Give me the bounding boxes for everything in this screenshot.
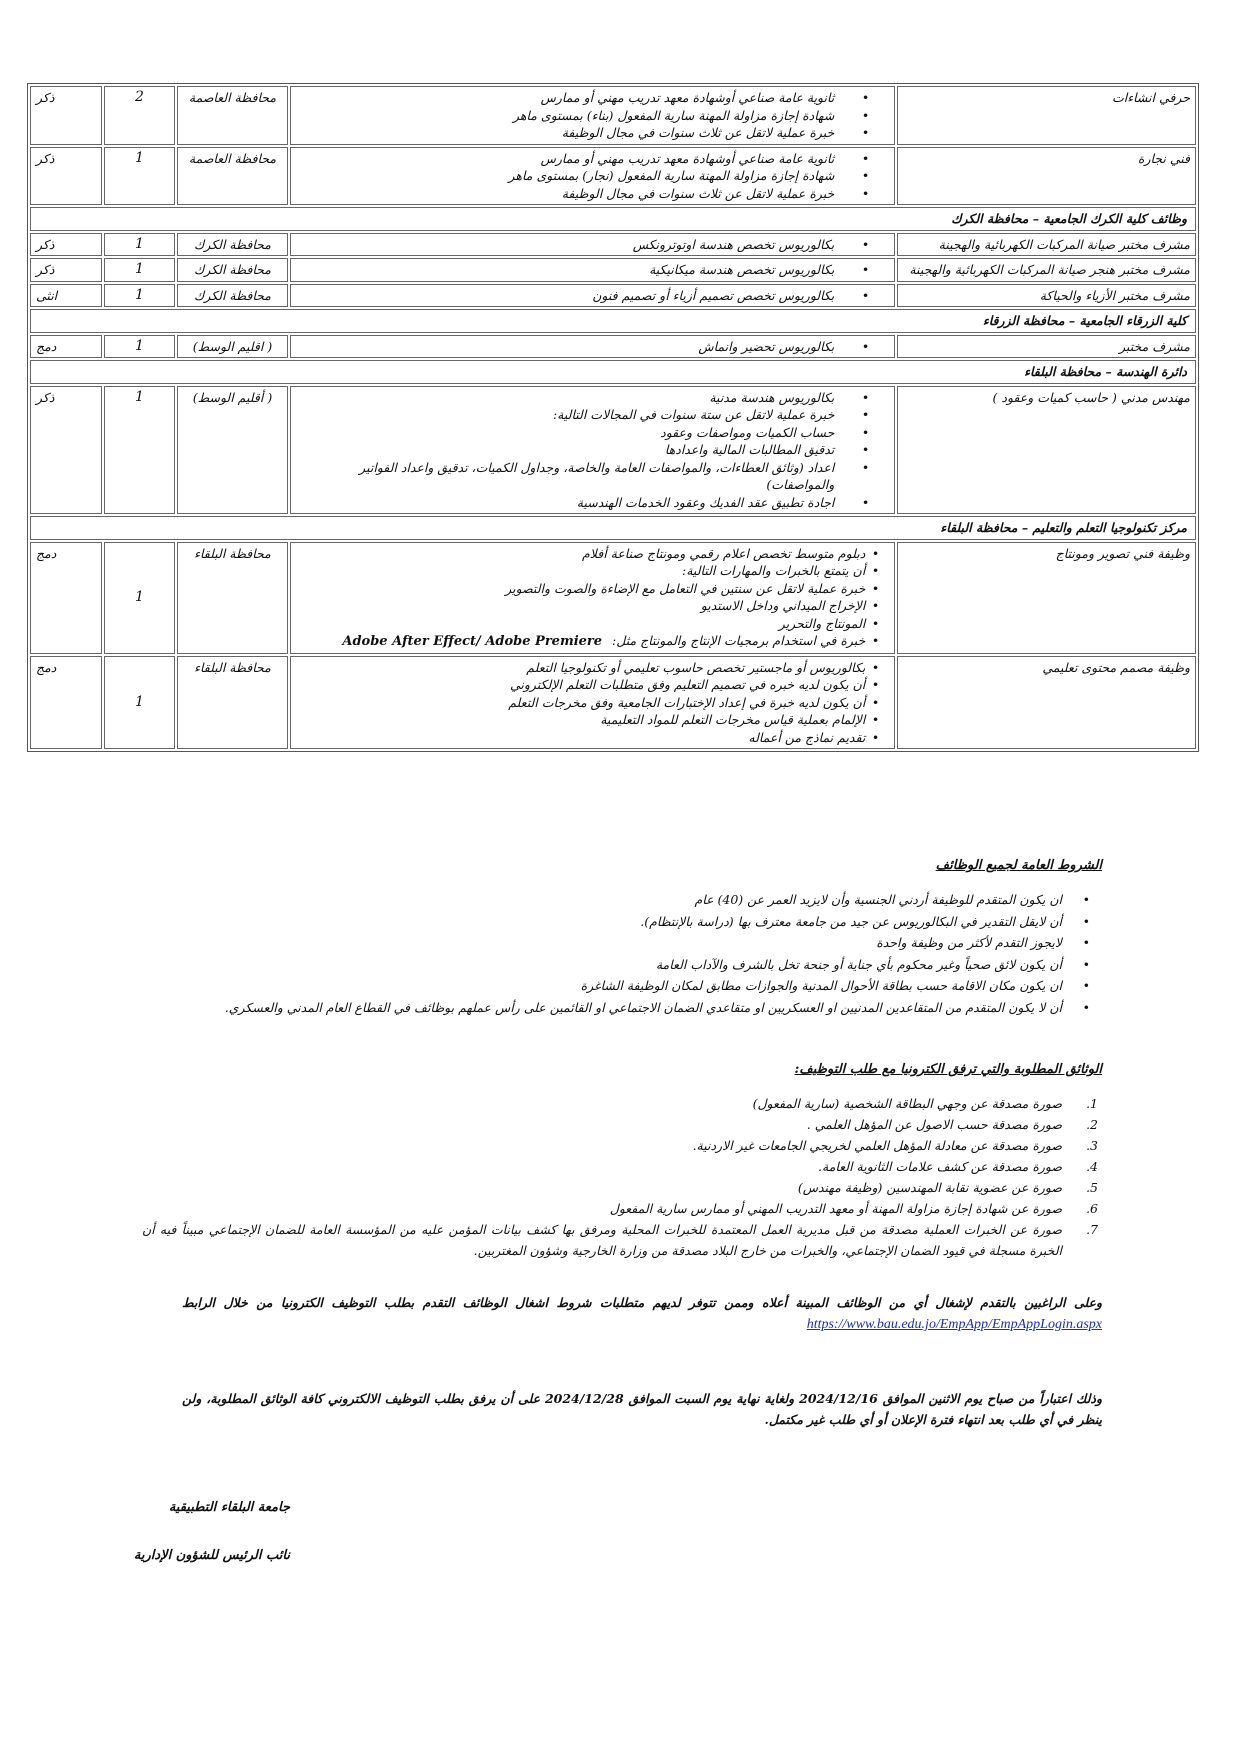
requirement-item: [296, 236, 835, 254]
requirement-item: [296, 338, 835, 356]
job-title: وظيفة فني تصوير ومونتاج: [897, 542, 1196, 654]
requirement-text: دبلوم متوسط تخصص اعلام رقمي ومونتاج صناعة أفلام: [582, 545, 866, 561]
requirement-text: اعداد (وثائق العطاءات، والمواصفات العامة والخاصة، وجداول الكميات، تدقيق واعداد الفواتير والمواصفات): [359, 459, 835, 492]
job-row: [30, 233, 1196, 257]
requirement-text: بكالوريوس هندسة مدنية: [709, 389, 835, 405]
document-item: [142, 1114, 1098, 1135]
signature-role: نائب الرئيس للشؤون الإدارية: [133, 1548, 290, 1563]
document-number: 4.: [1086, 1159, 1098, 1174]
section-row: [30, 516, 1196, 540]
requirement-text: بكالوريوس تحضير وانماش: [698, 338, 835, 354]
section-row: [30, 207, 1196, 231]
requirement-text: ثانوية عامة صناعي أوشهادة معهد تدريب مهني أو ممارس: [540, 90, 835, 105]
requirement-item: [296, 659, 866, 677]
document-number: 7.: [1086, 1222, 1098, 1237]
job-title: مشرف مختبر الأزياء والحياكة: [897, 284, 1196, 308]
requirement-item: [296, 694, 866, 712]
document-item: [142, 1135, 1098, 1156]
requirement-item: [296, 287, 835, 305]
requirement-text: بكالوريوس تخصص هندسة ميكانيكية: [649, 262, 835, 277]
general-conditions-heading: الشروط العامة لجميع الوظائف: [935, 858, 1102, 873]
requirement-text: ثانوية عامة صناعي أوشهادة معهد تدريب مهني أو ممارس: [540, 150, 835, 166]
job-gender: ذكر: [30, 386, 102, 515]
requirement-item: [296, 167, 835, 185]
requirement-text: شهادة إجازة مزاولة المهنة سارية المفعول (نجار) بمستوى ماهر: [508, 168, 835, 183]
requirement-text: خبرة عملية لاتقل عن ثلاث سنوات في مجال الوظيفة: [561, 125, 835, 140]
requirement-item: [296, 676, 866, 694]
job-requirements: [290, 86, 896, 145]
document-number: 3.: [1086, 1138, 1098, 1153]
job-row: [30, 258, 1196, 282]
requirement-item: [296, 562, 866, 580]
job-requirements: [290, 386, 896, 515]
job-gender: ذكر: [30, 258, 102, 282]
requirement-item: [296, 545, 866, 563]
job-gender: دمج: [30, 656, 102, 750]
job-title: مهندس مدني ( حاسب كميات وعقود ): [897, 386, 1196, 515]
job-gender: ذكر: [30, 147, 102, 206]
job-count: 2: [104, 86, 176, 145]
job-row: [30, 86, 1196, 145]
document-item: [142, 1093, 1098, 1114]
job-gender: دمج: [30, 542, 102, 654]
job-location: ( اقليم الوسط): [177, 335, 287, 359]
document-text: صورة عن عضوية نقابة المهندسين (وظيفة مهندس): [797, 1180, 1062, 1195]
job-row: [30, 542, 1196, 654]
condition-item: • ان يكون مكان الاقامة حسب بطاقة الأحوال المدنية والجوازات مطابق لمكان الوظيفة الشاغرة: [122, 975, 1062, 997]
requirement-item: [296, 185, 835, 203]
document-text: صورة مصدقة حسب الاصول عن المؤهل العلمي .: [806, 1117, 1062, 1132]
job-requirements: [290, 284, 896, 308]
job-title: وظيفة مصمم محتوى تعليمي: [897, 656, 1196, 750]
requirement-item: [296, 615, 866, 633]
requirement-text: بكالوريوس تخصص هندسة اوتوترونكس: [632, 236, 835, 252]
requirement-text: الإخراج الميداني وداخل الاستديو: [700, 598, 866, 613]
section-row: [30, 360, 1196, 384]
document-number: 2.: [1086, 1117, 1098, 1132]
job-gender: انثى: [30, 284, 102, 308]
requirement-item: [296, 424, 835, 442]
requirement-item: [296, 124, 835, 142]
job-location: محافظة العاصمة: [177, 86, 287, 145]
job-count: 1: [104, 386, 176, 515]
requirement-item: [296, 494, 835, 512]
jobs-table: [27, 83, 1199, 752]
requirement-item: [296, 597, 866, 615]
job-row: [30, 147, 1196, 206]
job-requirements: [290, 258, 896, 282]
requirement-item: [296, 580, 866, 598]
job-requirements: [290, 656, 896, 750]
requirement-item: [296, 261, 835, 279]
requirement-text: المونتاج والتحرير: [778, 615, 866, 631]
requirement-text: بكالوريوس تخصص تصميم أزياء أو تصميم فنون: [592, 287, 835, 303]
general-conditions-list: [122, 889, 1102, 1018]
requirement-text: أن يكون لديه خبره في تصميم التعليم وفق متطلبات التعلم الإلكتروني: [509, 677, 866, 692]
job-count: 1: [104, 656, 176, 750]
job-requirements: [290, 335, 896, 359]
section-title: كلية الزرقاء الجامعية – محافظة الزرقاء: [30, 309, 1196, 333]
requirement-text: خبرة عملية لاتقل عن سنتين في التعامل مع الإضاءة والصوت والتصوير: [505, 580, 866, 596]
section-title: مركز تكنولوجيا التعلم والتعليم – محافظة البلقاء: [30, 516, 1196, 540]
section-row: [30, 309, 1196, 333]
job-gender: دمج: [30, 335, 102, 359]
job-location: محافظة البلقاء: [177, 656, 287, 750]
document-text: صورة عن الخبرات العملية مصدقة من قبل مديرية العمل المعتمدة للخبرات المحلية ومرفق بها كشف بيانات المؤمن عليه من المؤسسة العامة للضمان الإجتماعي مبيناً فيه أن الخبرة مسجلة في قيود الضمان الإجتماعي، والخبرات من خارج البلاد مصدقة من وزارة الخارجية وشؤون المغتربين.: [142, 1222, 1062, 1258]
requirement-item: [296, 711, 866, 729]
software-names: Adobe After Effect/ Adobe Premiere: [342, 634, 603, 649]
required-documents: [142, 1062, 1102, 1261]
condition-item: • لايجوز التقدم لأكثر من وظيفة واحدة: [122, 932, 1062, 954]
document-item: [142, 1198, 1098, 1219]
apply-link[interactable]: https://www.bau.edu.jo/EmpApp/EmpAppLogin.aspx: [806, 1317, 1102, 1332]
section-title: دائرة الهندسة – محافظة البلقاء: [30, 360, 1196, 384]
requirement-item: [296, 406, 835, 424]
document-item: [142, 1177, 1098, 1198]
condition-item: • أن يكون لائق صحياً وغير محكوم بأي جناية أو جنحة تخل بالشرف والآداب العامة: [122, 954, 1062, 976]
requirement-text: شهادة إجازة مزاولة المهنة سارية المفعول (بناء) بمستوى ماهر: [512, 107, 835, 123]
requirement-text: تقديم نماذج من أعماله: [748, 729, 866, 745]
requirement-item: [296, 632, 866, 651]
requirement-item: [296, 459, 835, 494]
job-title: فني نجارة: [897, 147, 1196, 206]
job-location: محافظة البلقاء: [177, 542, 287, 654]
condition-item: • أن لا يكون المتقدم من المتقاعدين المدنيين او العسكريين او متقاعدي الضمان الاجتماعي او القائمين على رأس عملهم بوظائف في القطاع العام المدني والعسكري.: [122, 997, 1062, 1019]
requirement-text: تدقيق المطالبات المالية واعدادها: [664, 442, 835, 457]
requirement-text: أن يتمتع بالخبرات والمهارات التالية:: [682, 563, 866, 578]
document-text: صورة مصدقة عن وجهي البطاقة الشخصية (سارية المفعول): [752, 1096, 1062, 1111]
requirement-text: خبرة عملية لاتقل عن ستة سنوات في المجالات التالية:: [552, 407, 835, 422]
job-title: حرفي انشاءات: [897, 86, 1196, 145]
job-gender: ذكر: [30, 86, 102, 145]
job-location: ( أقليم الوسط): [177, 386, 287, 515]
apply-text: وعلى الراغبين بالتقدم لإشغال أي من الوظائف المبينة أعلاه وممن تتوفر لديهم متطلبات شروط اشغال الوظائف التقدم بطلب التوظيف الكترونيا من خلال الرابط: [182, 1295, 1102, 1310]
job-count: 1: [104, 233, 176, 257]
job-row: [30, 656, 1196, 750]
document-text: صورة مصدقة عن كشف علامات الثانوية العامة.: [818, 1159, 1062, 1174]
requirement-text: اجادة تطبيق عقد الفديك وعقود الخدمات الهندسية: [576, 494, 835, 510]
job-location: محافظة الكرك: [177, 233, 287, 257]
requirement-text: خبرة عملية لاتقل عن ثلاث سنوات في مجال الوظيفة: [561, 185, 835, 201]
job-count: 1: [104, 542, 176, 654]
requirement-item: [296, 729, 866, 747]
document-item: [142, 1156, 1098, 1177]
job-row: [30, 386, 1196, 515]
section-title: وظائف كلية الكرك الجامعية – محافظة الكرك: [30, 207, 1196, 231]
document-text: صورة عن شهادة إجازة مزاولة المهنة أو معهد التدريب المهني أو ممارس سارية المفعول: [609, 1201, 1062, 1216]
job-requirements: [290, 542, 896, 654]
job-title: مشرف مختبر صيانة المركبات الكهربائية والهجينة: [897, 233, 1196, 257]
signature-org: جامعة البلقاء التطبيقية: [168, 1500, 290, 1515]
requirement-text: حساب الكميات ومواصفات وعقود: [660, 424, 835, 440]
job-row: [30, 284, 1196, 308]
condition-item: • ان يكون المتقدم للوظيفة أردني الجنسية وأن لايزيد العمر عن (40) عام: [122, 889, 1062, 911]
requirement-text: خبرة في استخدام برمجيات الإنتاج والمونتاج مثل:: [612, 633, 866, 648]
job-requirements: [290, 233, 896, 257]
document-text: صورة مصدقة عن معادلة المؤهل العلمي لخريجي الجامعات غير الاردنية.: [692, 1138, 1062, 1153]
document-number: 5.: [1086, 1180, 1098, 1195]
requirement-item: [296, 441, 835, 459]
job-title: مشرف مختبر هنجر صيانة المركبات الكهربائية والهجينة: [897, 258, 1196, 282]
requirement-text: بكالوريوس أو ماجستير تخصص حاسوب تعليمي أو تكنولوجيا التعلم: [526, 659, 866, 675]
document-item: [142, 1219, 1098, 1261]
job-location: محافظة الكرك: [177, 258, 287, 282]
job-location: محافظة العاصمة: [177, 147, 287, 206]
job-row: [30, 335, 1196, 359]
requirement-item: [296, 389, 835, 407]
job-count: 1: [104, 284, 176, 308]
requirement-text: الإلمام بعملية قياس مخرجات التعلم للمواد التعليمية: [600, 712, 866, 727]
apply-paragraph: [182, 1292, 1102, 1335]
document-number: 1.: [1086, 1096, 1098, 1111]
required-documents-heading: الوثائق المطلوبة والتي ترفق الكترونيا مع طلب التوظيف:: [794, 1062, 1102, 1077]
condition-item: • أن لايقل التقدير في البكالوريوس عن جيد من جامعة معترف بها (دراسة بالإنتظام).: [122, 911, 1062, 933]
requirement-item: [296, 150, 835, 168]
job-count: 1: [104, 147, 176, 206]
job-count: 1: [104, 335, 176, 359]
requirement-item: [296, 89, 835, 107]
job-title: مشرف مختبر: [897, 335, 1196, 359]
requirement-text: أن يكون لديه خبرة في إعداد الإختبارات الجامعية وفق مخرجات التعلم: [508, 694, 866, 710]
period-paragraph: [182, 1388, 1102, 1430]
job-location: محافظة الكرك: [177, 284, 287, 308]
job-requirements: [290, 147, 896, 206]
required-documents-list: [142, 1093, 1102, 1261]
job-count: 1: [104, 258, 176, 282]
general-conditions: [122, 858, 1102, 1018]
requirement-item: [296, 107, 835, 125]
job-gender: ذكر: [30, 233, 102, 257]
document-number: 6.: [1086, 1201, 1098, 1216]
period-text: وذلك اعتباراً من صباح يوم الاثنين الموافق 2024/12/16 ولغاية نهاية يوم السبت الموافق 2024/12/28 على أن يرفق بطلب التوظيف الالكتروني كافة الوثائق المطلوبة، ولن ينظر في أي طلب بعد انتهاء فترة الإعلان أو أي طلب غير مكتمل.: [182, 1391, 1102, 1427]
